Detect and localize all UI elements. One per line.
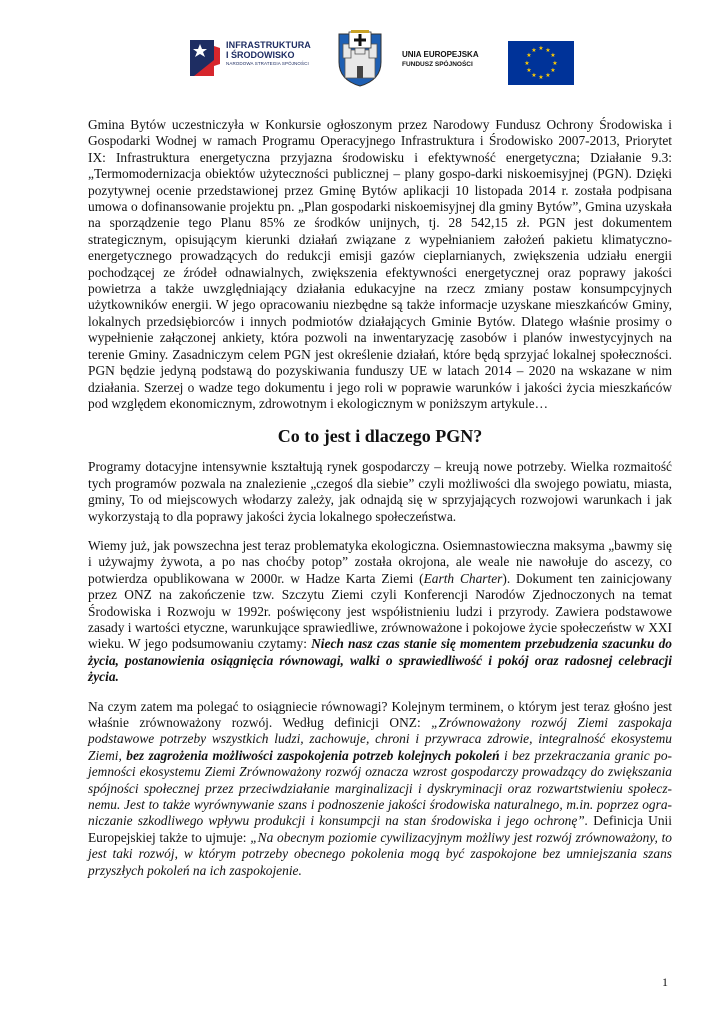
paragraph-sustainable-development <box>88 699 672 879</box>
logo-line1: INFRASTRUKTURA <box>226 40 311 50</box>
logo-line2: I ŚRODOWISKO <box>226 50 295 60</box>
logo-line3: NARODOWA STRATEGIA SPÓJNOŚCI <box>226 61 309 66</box>
logo-infrastruktura-i-srodowisko <box>186 36 326 82</box>
eu-flag-icon <box>508 41 574 85</box>
coat-of-arms-icon <box>335 28 385 88</box>
italic-span: „Zrównoważony rozwój Ziemi zaspokaja podstawowe potrzeby wszystkich ludzi, zachowuje, chroni i przywraca zdrowie, integralność ekosystemu Ziemi, <box>88 715 672 763</box>
bold-italic-span: bez zagrożenia możliwości zaspokojenia potrzeb kolejnych pokoleń <box>126 747 500 763</box>
bold-italic-quote: Niech nasz czas stanie się momentem przebudzenia szacunku do życia, postanowienia osiągnięcia równowagi, walki o sprawiedliwość i pokój oraz radosnej celebracji życia. <box>88 636 672 685</box>
italic-span: Earth Charter <box>423 570 503 586</box>
svg-text:★: ★ <box>526 67 532 74</box>
logo-text <box>402 50 479 69</box>
svg-text:★: ★ <box>538 45 544 52</box>
svg-text:★: ★ <box>526 52 532 59</box>
document-body <box>88 117 672 879</box>
flag-icon <box>186 36 224 80</box>
text-span: ). Dokument ten zainicjowany przez ONZ na zakończenie tzw. Szczytu Ziemi czyli Konferencji Narodów Zjednoczonych na temat Środowiska i Rozwoju w 1992r. poświęcony jest współistnieniu ludzi i przyrody. Zawiera podstawowe zasady i wartości etyczne, warunkujące sprawiedliwe, zrównoważone i pokojowe życie społeczeństw w XXI wieku. W jego podsumowaniu czytamy: <box>88 570 672 652</box>
page-number: 1 <box>662 975 668 989</box>
page-header <box>0 0 724 100</box>
section-heading: Co to jest i dlaczego PGN? <box>277 426 483 447</box>
svg-text:★: ★ <box>531 72 537 79</box>
svg-text:★: ★ <box>545 47 551 54</box>
logo-text <box>226 40 311 68</box>
svg-text:★: ★ <box>538 74 544 81</box>
svg-text:★: ★ <box>550 67 556 74</box>
svg-text:★: ★ <box>524 60 530 67</box>
italic-span: „Na obecnym poziomie cywilizacyjnym możliwy jest rozwój zrównoważony, to jest taki rozwój, w którym potrzeby obecnego pokolenia mogą być zaspokojone bez umniejszania szans przyszłych pokoleń na ich zaspokojenie. <box>88 829 672 878</box>
paragraph-earth-charter <box>88 538 672 686</box>
svg-text:★: ★ <box>531 47 537 54</box>
logo-line1: UNIA EUROPEJSKA <box>402 50 479 59</box>
logo-unia-europejska <box>398 38 578 86</box>
italic-span: i bez przekraczania granic po-jemności ekosystemu Ziemi Zrównoważony rozwój oznacza wzrost gospodarczy prowadzący do zwiększania spójności społecznej przez przeciwdziałanie marginalizacji i dyskryminacji oraz rozwartstwieniu społecz-nemu. Jest to także wyrównywanie szans i podnoszenie jakości środowiska naturalnego, m.in. poprzez ogra-niczanie szkodliwego wpływu produkcji i konsumpcji na stan środowiska i jego ochronę”. <box>88 747 672 829</box>
text-span: Wiemy już, jak powszechna jest teraz problematyka ekologiczna. Osiemnastowieczna maksyma „bawmy się i używajmy żywota, a po nas choćby potop” została okrojona, ale weale nie nawołuje do ascezy, co potwierdza opublikowana w 2000r. w Hadze Karta Ziemi ( <box>88 537 672 586</box>
paragraph-programs: Programy dotacyjne intensywnie kształtują rynek gospodarczy – kreują nowe potrzeby. Wielka rozmaitość tych programów pozwala na znalezienie „czegoś dla siebie” czyli możliwości dla swojego powiatu, miasta, gminy, To od miejscowych włodarzy zależy, jak odnajdą się w sprzyjających rozwojowi warunkach i jak wykorzystają to dla poprawy jakości życia lokalnego społeczeństwa. <box>88 459 672 524</box>
svg-text:★: ★ <box>545 72 551 79</box>
svg-text:★: ★ <box>552 60 558 67</box>
svg-text:★: ★ <box>550 52 556 59</box>
logo-line2: FUNDUSZ SPÓJNOŚCI <box>402 61 473 68</box>
text-span: Na czym zatem ma polegać to osiągniecie równowagi? Kolejnym terminem, o którym jest teraz głośno jest właśnie zrównoważony rozwój. Według definicji ONZ: <box>88 698 672 730</box>
intro-paragraph: Gmina Bytów uczestniczyła w Konkursie ogłoszonym przez Narodowy Fundusz Ochrony Środowiska i Gospodarki Wodnej w ramach Programu Operacyjnego Infrastruktura i Środowisko 2007-2013, Priorytet IX: Infrastruktura energetyczna przyjazna środowisku i efektywność energetyczna; Działanie 9.3: „Termomodernizacja obiektów użyteczności publicznej – plany gospo-darki niskoemisyjnej (PGN). Dzięki pozytywnej ocenie przedstawionej przez Gminę Bytów aplikacji 10 listopada 2014 r. została podpisana umowa o dofinansowanie projektu pn. „Plan gospodarki niskoemisyjnej dla gminy Bytów”, Gmina uzyskała na sporządzenie tego Planu 85% ze środków unijnych, tj. 28 542,15 zł. PGN jest dokumentem strategicznym, opisującym kierunki działań związane z wypełnianiem założeń pakietu klimatyczno-energetycznego prowadzących do redukcji emisji gazów cieplarnianych, zwiększenia udziału energii pochodzącej ze źródeł odnawialnych, zwiększenia efektywności energetycznej oraz poprawy jakości powietrza a także uwzględniający działania edukacyjne na rzecz zmiany postaw konsumpcyjnych użytkowników energii. W jego opracowaniu niezbędne są także informacje uzyskane mieszkańców Gminy, lokalnych przedsiębiorców i innych podmiotów działających Gminie Bytów. Dlatego właśnie prosimy o wypełnienie załączonej ankiety, która pozwoli na inwentaryzację zasobów i planów inwestycyjnych na terenie Gminy. Zasadniczym celem PGN jest określenie działań, które będą sprzyjać lokalnej społeczności. PGN będzie jedyną podstawą do pozyskiwania funduszy UE w latach 2014 – 2020 na wskazane w nim działania. Szerzej o wadze tego dokumentu i jego roli w poprawie warunków i jakości życia mieszkańców pod względem ekonomicznym, zdrowotnym i ekologicznym w poniższym artykule… <box>88 117 672 411</box>
text-span: Definicja Unii Europejskiej także to ujmuje: <box>88 813 672 845</box>
